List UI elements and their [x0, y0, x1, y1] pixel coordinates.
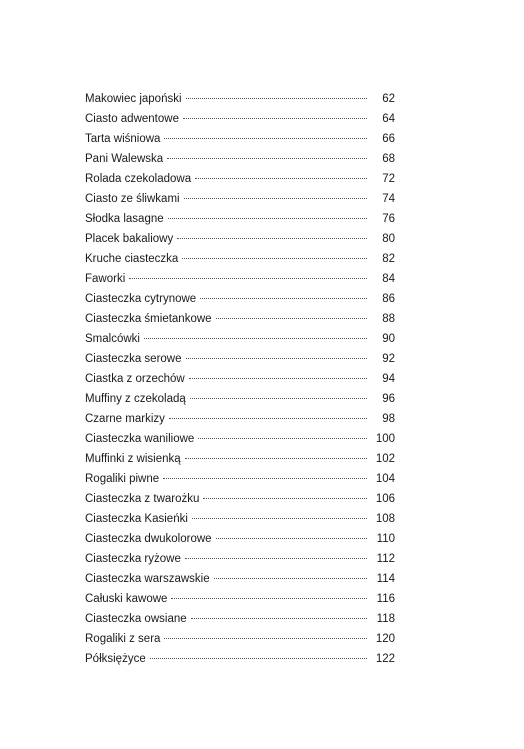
toc-entry: [85, 549, 395, 569]
toc-entry-page: 104: [375, 473, 395, 485]
toc-entry: [85, 109, 395, 129]
toc-dot-leader: [177, 238, 367, 239]
toc-entry: [85, 169, 395, 189]
toc-entry-title: Rolada czekoladowa: [85, 173, 192, 185]
toc-entry-title: Całuski kawowe: [85, 593, 168, 605]
toc-dot-leader: [190, 398, 367, 399]
toc-dot-leader: [168, 218, 367, 219]
toc-entry-page: 62: [382, 93, 395, 105]
toc-entry: [85, 89, 395, 109]
toc-entry-page: 64: [382, 113, 395, 125]
toc-entry-page: 74: [382, 193, 395, 205]
toc-entry-title: Ciasto ze śliwkami: [85, 193, 180, 205]
toc-dot-leader: [216, 318, 367, 319]
toc-entry-page: 94: [382, 373, 395, 385]
toc-dot-leader: [214, 578, 367, 579]
toc-entry-page: 80: [382, 233, 395, 245]
toc-entry-title: Muffinki z wisienką: [85, 453, 181, 465]
toc-entry: [85, 209, 395, 229]
toc-entry: [85, 369, 395, 389]
toc-entry-page: 122: [375, 653, 395, 665]
toc-entry-page: 68: [382, 153, 395, 165]
toc-entry-page: 102: [375, 453, 395, 465]
toc-dot-leader: [185, 558, 367, 559]
toc-entry-title: Placek bakaliowy: [85, 233, 174, 245]
toc-entry: [85, 289, 395, 309]
toc-entry-title: Makowiec japoński: [85, 93, 182, 105]
toc-entry: [85, 649, 395, 669]
toc-entry-page: 110: [376, 533, 395, 545]
toc-dot-leader: [192, 518, 367, 519]
toc-dot-leader: [216, 538, 367, 539]
table-of-contents: [85, 89, 395, 669]
toc-entry: [85, 389, 395, 409]
toc-dot-leader: [171, 598, 367, 599]
toc-entry: [85, 469, 395, 489]
toc-entry-page: 92: [382, 353, 395, 365]
toc-dot-leader: [184, 198, 367, 199]
toc-entry-page: 84: [382, 273, 395, 285]
toc-entry-title: Ciasteczka Kasieńki: [85, 513, 188, 525]
toc-entry: [85, 149, 395, 169]
toc-entry-page: 100: [375, 433, 395, 445]
toc-entry: [85, 529, 395, 549]
toc-entry-page: 106: [375, 493, 395, 505]
toc-entry-title: Ciasteczka śmietankowe: [85, 313, 212, 325]
toc-dot-leader: [167, 158, 367, 159]
toc-entry-title: Ciasteczka z twarożku: [85, 493, 200, 505]
toc-entry-title: Ciasto adwentowe: [85, 113, 179, 125]
toc-entry-title: Ciasteczka dwukolorowe: [85, 533, 212, 545]
toc-entry-title: Smalcówki: [85, 333, 140, 345]
toc-entry-title: Słodka lasagne: [85, 213, 164, 225]
toc-entry: [85, 349, 395, 369]
toc-entry: [85, 609, 395, 629]
toc-entry-page: 112: [376, 553, 395, 565]
toc-dot-leader: [185, 458, 367, 459]
toc-entry-title: Rogaliki z sera: [85, 633, 161, 645]
toc-entry-page: 88: [382, 313, 395, 325]
toc-entry-title: Ciasteczka cytrynowe: [85, 293, 197, 305]
toc-entry-title: Rogaliki piwne: [85, 473, 160, 485]
toc-entry: [85, 489, 395, 509]
toc-dot-leader: [144, 338, 367, 339]
toc-entry-title: Ciastka z orzechów: [85, 373, 185, 385]
toc-entry-page: 82: [382, 253, 395, 265]
toc-entry: [85, 509, 395, 529]
toc-entry-page: 86: [382, 293, 395, 305]
toc-entry: [85, 629, 395, 649]
toc-entry: [85, 329, 395, 349]
toc-entry-title: Ciasteczka serowe: [85, 353, 182, 365]
toc-entry: [85, 269, 395, 289]
toc-entry: [85, 569, 395, 589]
toc-entry-page: 90: [382, 333, 395, 345]
toc-entry-page: 96: [382, 393, 395, 405]
toc-entry: [85, 129, 395, 149]
toc-dot-leader: [186, 98, 367, 99]
toc-entry: [85, 229, 395, 249]
toc-entry-title: Ciasteczka owsiane: [85, 613, 187, 625]
toc-entry: [85, 189, 395, 209]
toc-dot-leader: [164, 138, 367, 139]
toc-entry-title: Półksiężyce: [85, 653, 146, 665]
toc-dot-leader: [183, 118, 367, 119]
toc-dot-leader: [198, 438, 367, 439]
toc-entry-title: Ciasteczka ryżowe: [85, 553, 181, 565]
toc-entry: [85, 409, 395, 429]
toc-entry-title: Czarne markizy: [85, 413, 165, 425]
toc-dot-leader: [169, 418, 367, 419]
toc-entry-page: 108: [375, 513, 395, 525]
toc-entry: [85, 309, 395, 329]
toc-entry-title: Muffiny z czekoladą: [85, 393, 186, 405]
toc-entry-page: 114: [376, 573, 395, 585]
toc-dot-leader: [203, 498, 367, 499]
toc-entry: [85, 429, 395, 449]
toc-entry-title: Ciasteczka waniliowe: [85, 433, 195, 445]
toc-entry-title: Faworki: [85, 273, 126, 285]
toc-entry-page: 116: [376, 593, 395, 605]
toc-entry-title: Pani Walewska: [85, 153, 164, 165]
toc-entry-page: 72: [382, 173, 395, 185]
toc-dot-leader: [182, 258, 367, 259]
toc-entry-page: 98: [382, 413, 395, 425]
toc-dot-leader: [191, 618, 367, 619]
toc-dot-leader: [195, 178, 367, 179]
toc-entry-title: Kruche ciasteczka: [85, 253, 179, 265]
toc-entry-page: 120: [375, 633, 395, 645]
toc-dot-leader: [129, 278, 367, 279]
toc-dot-leader: [164, 638, 367, 639]
toc-entry-title: Tarta wiśniowa: [85, 133, 161, 145]
toc-entry-page: 66: [382, 133, 395, 145]
toc-entry-page: 76: [382, 213, 395, 225]
toc-entry: [85, 249, 395, 269]
toc-dot-leader: [163, 478, 367, 479]
toc-dot-leader: [186, 358, 367, 359]
toc-entry: [85, 449, 395, 469]
toc-dot-leader: [200, 298, 367, 299]
toc-entry-page: 118: [376, 613, 395, 625]
toc-dot-leader: [150, 658, 367, 659]
toc-entry: [85, 589, 395, 609]
toc-entry-title: Ciasteczka warszawskie: [85, 573, 210, 585]
toc-dot-leader: [189, 378, 367, 379]
